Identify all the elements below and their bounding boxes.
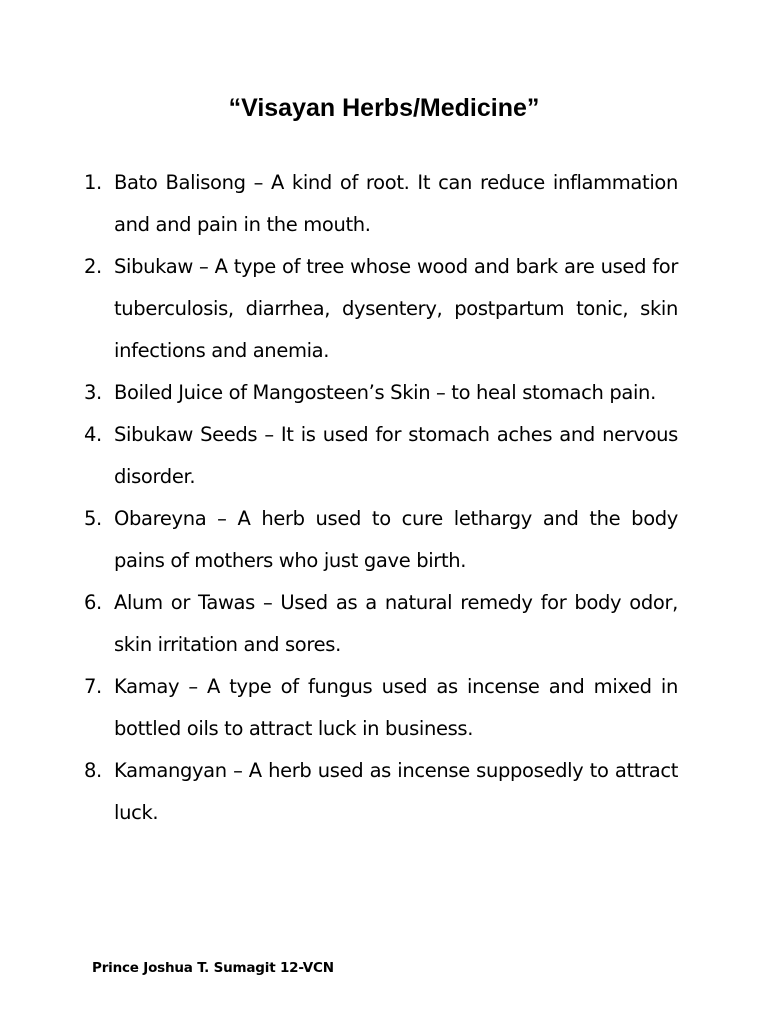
item-number: 5.: [84, 507, 102, 530]
item-text: Sibukaw – A type of tree whose wood and bark are used for tuberculosis, diarrhea, dysentery, postpartum tonic, skin infections and anemia.: [114, 255, 678, 362]
item-number: 8.: [84, 759, 102, 782]
herb-list: [84, 162, 678, 834]
list-item: [84, 666, 678, 750]
item-text: Alum or Tawas – Used as a natural remedy for body odor, skin irritation and sores.: [114, 591, 678, 656]
list-item: [84, 162, 678, 246]
author-footer: Prince Joshua T. Sumagit 12-VCN: [92, 960, 334, 976]
item-text: Bato Balisong – A kind of root. It can reduce inflammation and and pain in the mouth.: [114, 171, 678, 236]
item-number: 4.: [84, 423, 102, 446]
item-number: 1.: [84, 171, 102, 194]
item-text: Kamay – A type of fungus used as incense and mixed in bottled oils to attract luck in business.: [114, 675, 678, 740]
item-number: 2.: [84, 255, 102, 278]
list-item: [84, 582, 678, 666]
list-item: [84, 750, 678, 834]
item-number: 7.: [84, 675, 102, 698]
item-text: Sibukaw Seeds – It is used for stomach aches and nervous disorder.: [114, 423, 678, 488]
list-item: [84, 498, 678, 582]
list-item: [84, 414, 678, 498]
item-number: 3.: [84, 381, 102, 404]
page-title: “Visayan Herbs/Medicine”: [228, 94, 540, 122]
item-text: Kamangyan – A herb used as incense supposedly to attract luck.: [114, 759, 678, 824]
list-item: [84, 246, 678, 372]
item-text: Obareyna – A herb used to cure lethargy and the body pains of mothers who just gave birth.: [114, 507, 678, 572]
item-number: 6.: [84, 591, 102, 614]
list-item: [84, 372, 678, 414]
item-text: Boiled Juice of Mangosteen’s Skin – to heal stomach pain.: [114, 381, 656, 404]
